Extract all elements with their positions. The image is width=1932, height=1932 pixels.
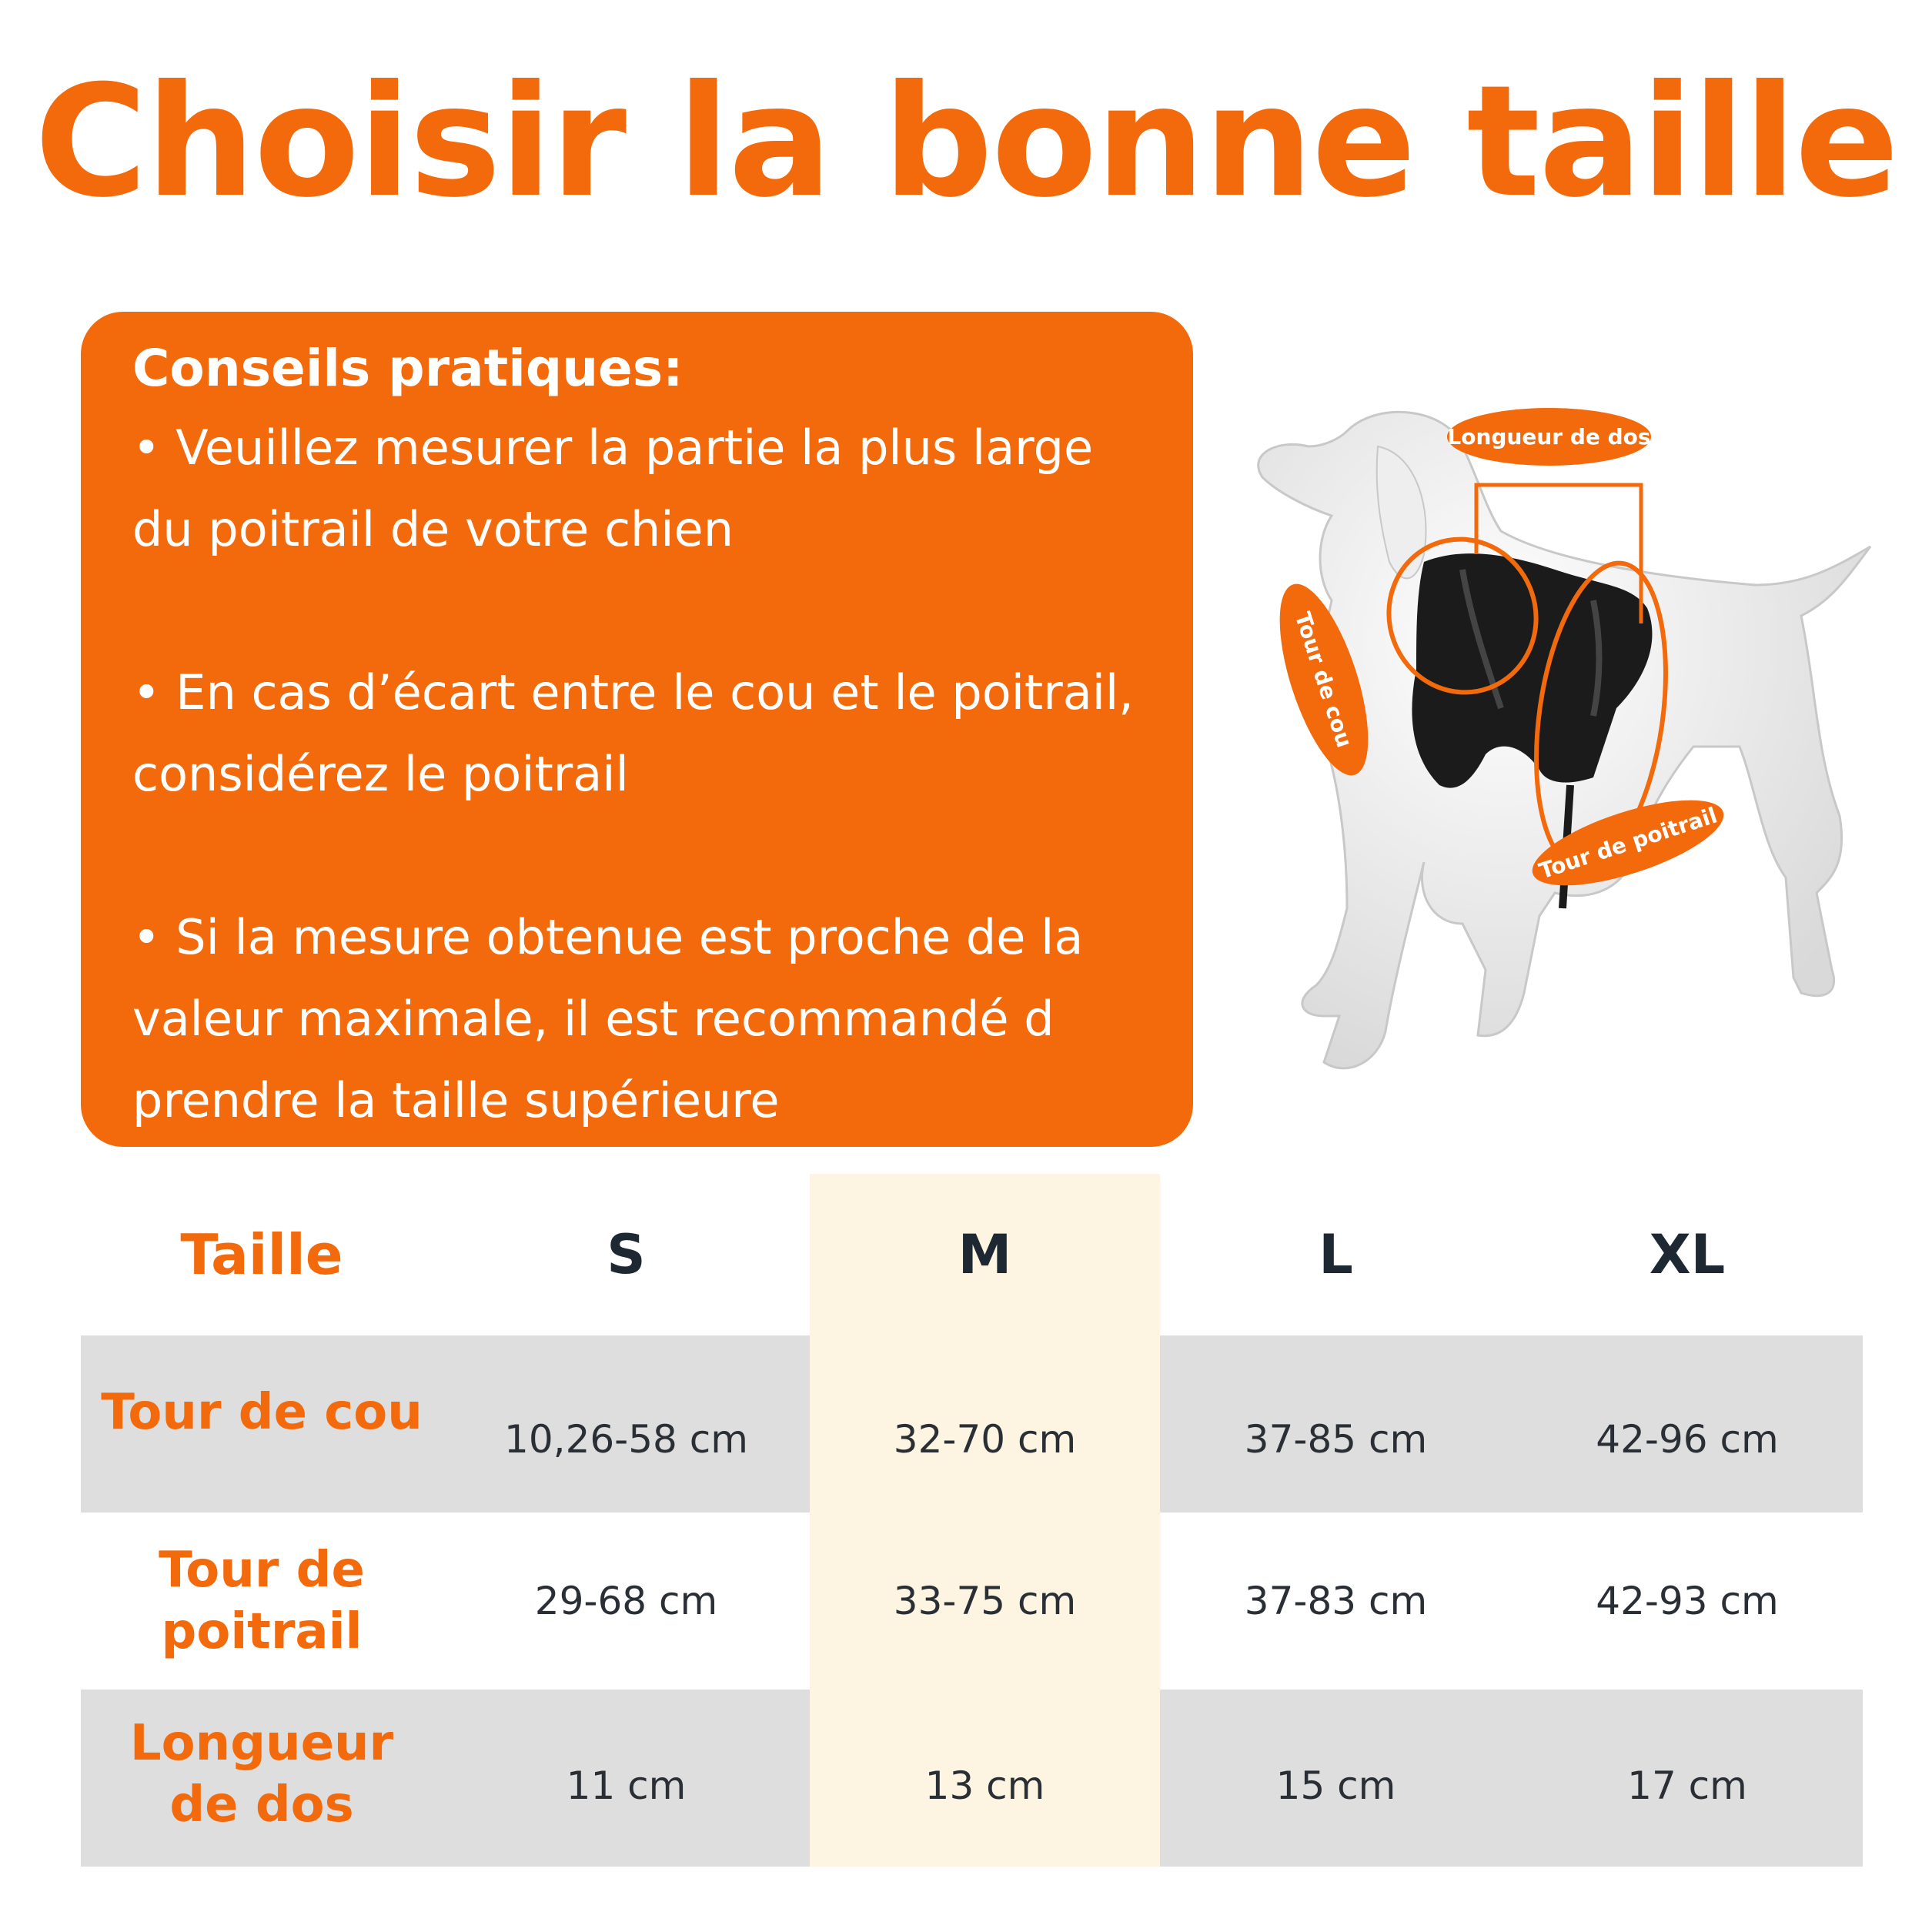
neck-callout: Tour de cou xyxy=(1262,574,1386,785)
row-label: Longueur de dos xyxy=(129,1715,394,1833)
table-cell: 42-96 cm xyxy=(1596,1417,1779,1462)
table-cell: 10,26-58 cm xyxy=(504,1417,748,1462)
tip-item: • Si la mesure obtenue est proche de la valeur maximale, il est recommandé d prendre la taille supérieure xyxy=(132,909,1084,1128)
tips-panel xyxy=(81,312,1193,1147)
table-cell: 37-85 cm xyxy=(1244,1417,1428,1462)
size-header-label: Taille xyxy=(180,1222,343,1287)
size-column-header: L xyxy=(1319,1223,1353,1286)
dog-harness-illustration xyxy=(1232,385,1894,1108)
table-cell: 17 cm xyxy=(1627,1763,1747,1808)
table-cell: 32-70 cm xyxy=(893,1417,1077,1462)
tip-item: • En cas d’écart entre le cou et le poitrail, considérez le poitrail xyxy=(132,664,1134,802)
table-cell: 37-83 cm xyxy=(1244,1579,1428,1623)
size-table xyxy=(81,1174,1863,1867)
table-cell: 13 cm xyxy=(924,1763,1045,1808)
page-title: Choisir la bonne taille xyxy=(34,52,1898,232)
table-cell: 11 cm xyxy=(566,1763,687,1808)
size-column-header: M xyxy=(958,1223,1012,1286)
tip-item: • Veuillez mesurer la partie la plus large du poitrail de votre chien xyxy=(132,419,1094,557)
row-label: Tour de cou xyxy=(101,1384,423,1441)
back-length-callout: Longueur de dos xyxy=(1447,408,1651,466)
table-cell: 42-93 cm xyxy=(1596,1579,1779,1623)
chest-callout: Tour de poitrail xyxy=(1523,783,1733,903)
tips-heading: Conseils pratiques: xyxy=(132,339,684,398)
row-label: Tour de poitrail xyxy=(159,1542,365,1660)
table-cell: 15 cm xyxy=(1275,1763,1396,1808)
table-cell: 29-68 cm xyxy=(534,1579,718,1623)
size-column-header: XL xyxy=(1649,1223,1726,1286)
size-column-header: S xyxy=(607,1223,646,1286)
table-cell: 33-75 cm xyxy=(893,1579,1077,1623)
